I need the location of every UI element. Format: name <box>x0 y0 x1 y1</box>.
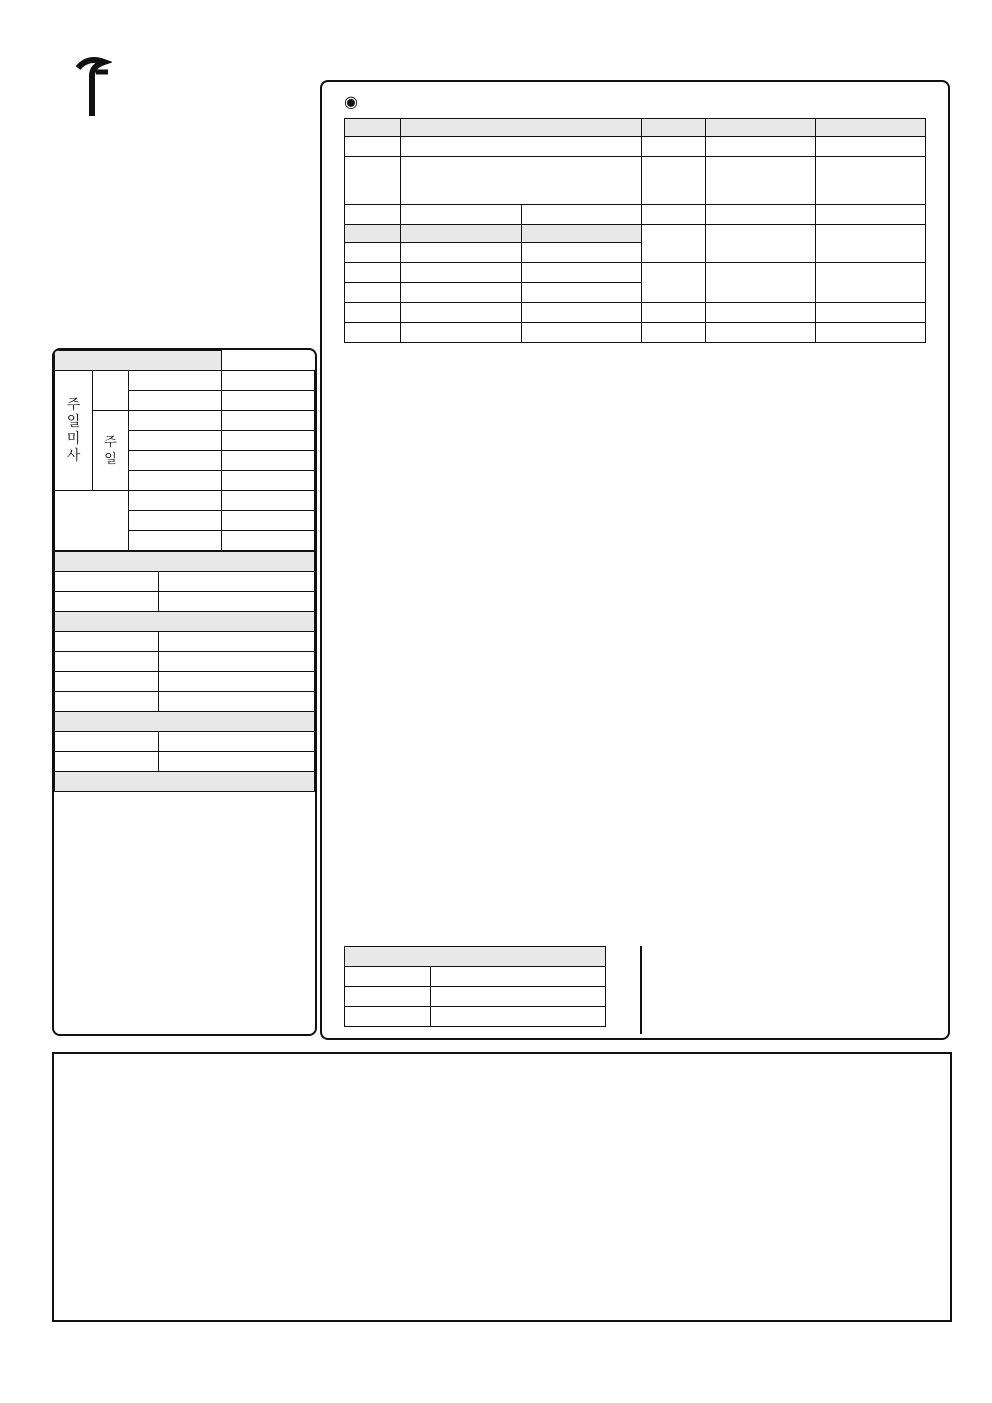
committee-dept <box>642 157 706 205</box>
committee-head <box>401 119 642 137</box>
committee-dept <box>642 323 706 343</box>
mass-time <box>222 431 315 451</box>
committee-member <box>401 157 642 205</box>
schedule-panel <box>52 348 317 1036</box>
mass-schedule-table <box>54 350 315 551</box>
sunday-label: 주 일 <box>93 411 129 491</box>
school-time <box>159 572 315 592</box>
sacrament-title <box>55 612 315 632</box>
mass-row <box>129 431 222 451</box>
committee-dept <box>345 263 401 283</box>
committee-head <box>706 119 816 137</box>
committee-member <box>401 243 522 263</box>
committee-head <box>816 119 926 137</box>
mass-time <box>222 411 315 431</box>
sacrament-time <box>159 632 315 652</box>
catechumen-time <box>159 752 315 772</box>
committee-member <box>401 205 522 225</box>
mass-row <box>129 531 222 551</box>
committee-title: ◉ <box>344 92 358 111</box>
notice-panel <box>320 80 950 1040</box>
committee-member <box>401 323 522 343</box>
sacrament-time <box>159 672 315 692</box>
committee-member <box>816 323 926 343</box>
committee-dept <box>345 303 401 323</box>
committee-dept <box>642 225 706 263</box>
committee-dept <box>642 137 706 157</box>
mass-row <box>129 511 222 531</box>
mass-time <box>222 451 315 471</box>
sunday-mass-label: 주 일 미 사 <box>55 371 93 491</box>
committee-member <box>816 225 926 263</box>
sacrament-row <box>55 672 159 692</box>
offering-label <box>345 987 431 1007</box>
sacrament-row <box>55 652 159 672</box>
servers-title <box>55 772 315 792</box>
weekday-label <box>55 491 129 551</box>
offering-label <box>345 967 431 987</box>
catechumen-row <box>55 732 159 752</box>
committee-role <box>345 137 401 157</box>
committee-member <box>401 283 522 303</box>
catechumen-time <box>159 732 315 752</box>
sacrament-row <box>55 632 159 652</box>
committee-head <box>345 225 401 243</box>
committee-member <box>521 283 642 303</box>
committee-member <box>706 205 816 225</box>
mass-title <box>55 351 222 371</box>
committee-member <box>816 263 926 303</box>
mass-time <box>222 511 315 531</box>
ads-grid <box>52 1052 952 1322</box>
offering-amount <box>431 987 606 1007</box>
committee-dept <box>345 243 401 263</box>
committee-head <box>401 225 522 243</box>
committee-member <box>521 205 642 225</box>
account-box <box>612 946 942 1034</box>
saturday-label <box>93 371 129 411</box>
committee-member <box>706 323 816 343</box>
school-time <box>159 592 315 612</box>
committee-dept <box>345 283 401 303</box>
mass-row <box>129 371 222 391</box>
committee-member <box>816 303 926 323</box>
mass-row <box>129 471 222 491</box>
committee-member <box>401 137 642 157</box>
sacrament-row <box>55 692 159 712</box>
mass-row <box>129 411 222 431</box>
committee-member <box>521 323 642 343</box>
mass-time <box>222 371 315 391</box>
committee-dept <box>642 263 706 303</box>
committee-member <box>401 303 522 323</box>
committee-member <box>816 157 926 205</box>
committee-dept <box>642 303 706 323</box>
catechumen-row <box>55 752 159 772</box>
mass-time <box>222 471 315 491</box>
offering-table <box>344 946 606 1027</box>
school-table <box>54 551 315 792</box>
committee-head <box>521 225 642 243</box>
committee-member <box>706 157 816 205</box>
committee-role <box>345 205 401 225</box>
committee-dept <box>642 205 706 225</box>
mass-time <box>222 391 315 411</box>
committee-member <box>521 303 642 323</box>
committee-head <box>345 119 401 137</box>
committee-head <box>642 119 706 137</box>
committee-member <box>401 263 522 283</box>
school-row <box>55 572 159 592</box>
offering-amount <box>431 967 606 987</box>
mass-time <box>222 531 315 551</box>
parish-logo-icon <box>74 54 112 118</box>
mass-time <box>222 491 315 511</box>
committee-table <box>344 118 926 343</box>
offering-title <box>345 947 606 967</box>
sacrament-time <box>159 652 315 672</box>
mass-row <box>129 451 222 471</box>
committee-member <box>706 303 816 323</box>
school-title <box>55 552 315 572</box>
committee-role <box>345 157 401 205</box>
committee-member <box>706 263 816 303</box>
offering-amount <box>431 1007 606 1027</box>
mass-row <box>129 391 222 411</box>
committee-dept <box>345 323 401 343</box>
school-row <box>55 592 159 612</box>
committee-member <box>706 225 816 263</box>
parish-logo <box>70 48 300 126</box>
committee-member <box>706 137 816 157</box>
sacrament-time <box>159 692 315 712</box>
committee-member <box>816 205 926 225</box>
committee-member <box>521 243 642 263</box>
mass-row <box>129 491 222 511</box>
committee-member <box>521 263 642 283</box>
catechumen-title <box>55 712 315 732</box>
offering-label <box>345 1007 431 1027</box>
committee-member <box>816 137 926 157</box>
